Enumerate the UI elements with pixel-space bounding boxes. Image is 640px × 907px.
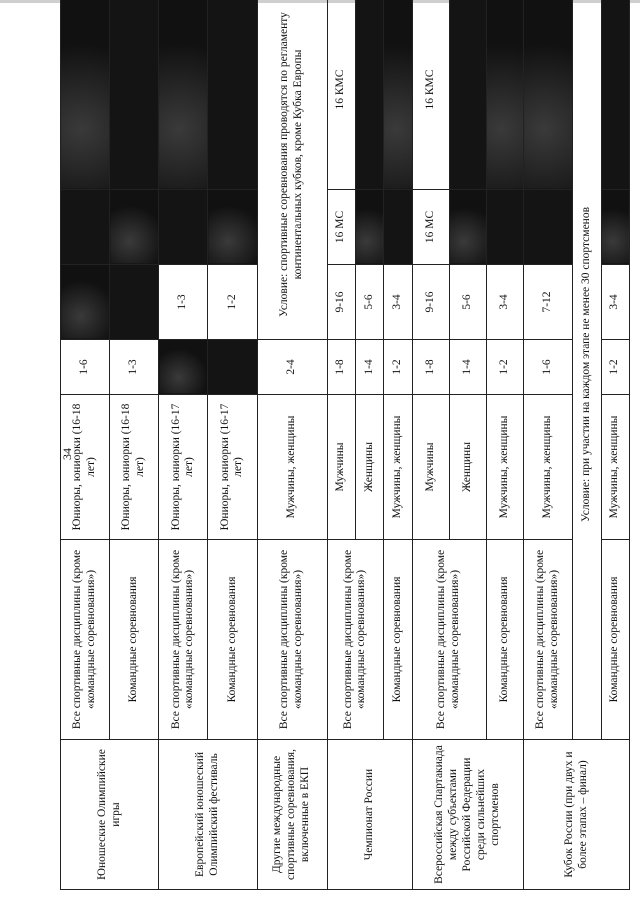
table-row [61, 0, 110, 890]
places-cell: 1-2 [486, 340, 523, 395]
table-row [159, 0, 208, 890]
competition-name: Кубок России (при двух и более этапах – финал) [524, 740, 630, 890]
shaded-cell [110, 265, 159, 340]
shaded-cell [355, 190, 383, 265]
table-row [257, 0, 327, 890]
competition-name: Другие международные спортивные соревнования, включенные в ЕКП [257, 740, 327, 890]
discipline-cell: Командные соревнования [384, 540, 412, 740]
group-cell: Женщины [449, 395, 486, 540]
places-cell: 1-8 [327, 340, 355, 395]
group-cell: Мужчины [327, 395, 355, 540]
shaded-cell [208, 190, 257, 265]
shaded-cell [159, 340, 208, 395]
competition-name: Европейский юношеский Олимпийский фестиваль [159, 740, 257, 890]
shaded-cell [61, 190, 110, 265]
shaded-cell [524, 190, 573, 265]
shaded-cell [449, 190, 486, 265]
places-cell: 1-8 [412, 340, 449, 395]
places-cell: 3-4 [601, 265, 629, 340]
places-cell: 5-6 [449, 265, 486, 340]
group-cell: Юниоры, юниорки (16-17 лет) [159, 395, 208, 540]
discipline-cell: Все спортивные дисциплины (кроме «командные соревнования») [61, 540, 110, 740]
shaded-cell [110, 0, 159, 190]
places-cell: 1-2 [208, 265, 257, 340]
places-cell: 7-12 [524, 265, 573, 340]
competition-table [60, 0, 630, 890]
shaded-cell [601, 190, 629, 265]
shaded-cell [159, 190, 208, 265]
discipline-cell: Все спортивные дисциплины (кроме «командные соревнования») [412, 540, 486, 740]
places-cell: 1-4 [355, 340, 383, 395]
shaded-cell [61, 0, 110, 190]
discipline-cell: Командные соревнования [486, 540, 523, 740]
places-cell: 1-4 [449, 340, 486, 395]
shaded-cell [384, 190, 412, 265]
group-cell: Мужчины [412, 395, 449, 540]
competition-name: Юношеские Олимпийские игры [61, 740, 159, 890]
competition-name: Всероссийская Спартакиада между субъектами Российской Федерации среди сильнейших спортсменов [412, 740, 524, 890]
places-cell: 3-4 [384, 265, 412, 340]
places-cell: 2-4 [257, 340, 327, 395]
rotated-table-wrapper [60, 0, 630, 890]
shaded-cell [601, 0, 629, 190]
shaded-cell [486, 190, 523, 265]
places-cell: 5-6 [355, 265, 383, 340]
discipline-cell: Все спортивные дисциплины (кроме «командные соревнования») [524, 540, 573, 740]
shaded-cell [384, 0, 412, 190]
shaded-cell [486, 0, 523, 190]
places-cell: 16 КМС [327, 0, 355, 190]
table-row [327, 0, 355, 890]
shaded-cell [208, 0, 257, 190]
group-cell: Женщины [355, 395, 383, 540]
group-cell: Мужчины, женщины [384, 395, 412, 540]
condition-cell: Условие: при участии на каждом этапе не менее 30 спортсменов [573, 0, 601, 740]
places-cell: 1-6 [61, 340, 110, 395]
discipline-cell: Все спортивные дисциплины (кроме «командные соревнования») [327, 540, 384, 740]
group-cell: Мужчины, женщины [486, 395, 523, 540]
shaded-cell [159, 0, 208, 190]
places-cell: 1-3 [159, 265, 208, 340]
group-cell: Юниоры, юниорки (16-18 лет) [110, 395, 159, 540]
places-cell: 9-16 [412, 265, 449, 340]
condition-cell: Условие: спортивные соревнования проводятся по регламенту континентальных кубков, кроме Кубка Европы [257, 0, 327, 340]
group-cell: Мужчины, женщины [257, 395, 327, 540]
places-cell: 1-3 [110, 340, 159, 395]
group-cell: Мужчины, женщины [601, 395, 629, 540]
competition-name: Чемпионат России [327, 740, 412, 890]
shaded-cell [208, 340, 257, 395]
group-cell: Мужчины, женщины [524, 395, 573, 540]
shaded-cell [110, 190, 159, 265]
group-cell: Юниоры, юниорки (16-18 лет) [61, 395, 110, 540]
places-cell: 1-2 [384, 340, 412, 395]
places-cell: 1-2 [601, 340, 629, 395]
shaded-cell [61, 265, 110, 340]
discipline-cell: Командные соревнования [208, 540, 257, 740]
places-cell: 16 МС [412, 190, 449, 265]
page-number: 34 [60, 448, 74, 460]
places-cell: 3-4 [486, 265, 523, 340]
shaded-cell [355, 0, 383, 190]
shaded-cell [524, 0, 573, 190]
places-cell: 16 КМС [412, 0, 449, 190]
discipline-cell: Все спортивные дисциплины (кроме «командные соревнования») [159, 540, 208, 740]
discipline-cell: Все спортивные дисциплины (кроме «командные соревнования») [257, 540, 327, 740]
discipline-cell: Командные соревнования [601, 540, 629, 740]
shaded-cell [449, 0, 486, 190]
discipline-cell: Командные соревнования [110, 540, 159, 740]
places-cell: 1-6 [524, 340, 573, 395]
places-cell: 9-16 [327, 265, 355, 340]
group-cell: Юниоры, юниорки (16-17 лет) [208, 395, 257, 540]
table-row [524, 0, 573, 890]
table-row [412, 0, 449, 890]
places-cell: 16 МС [327, 190, 355, 265]
